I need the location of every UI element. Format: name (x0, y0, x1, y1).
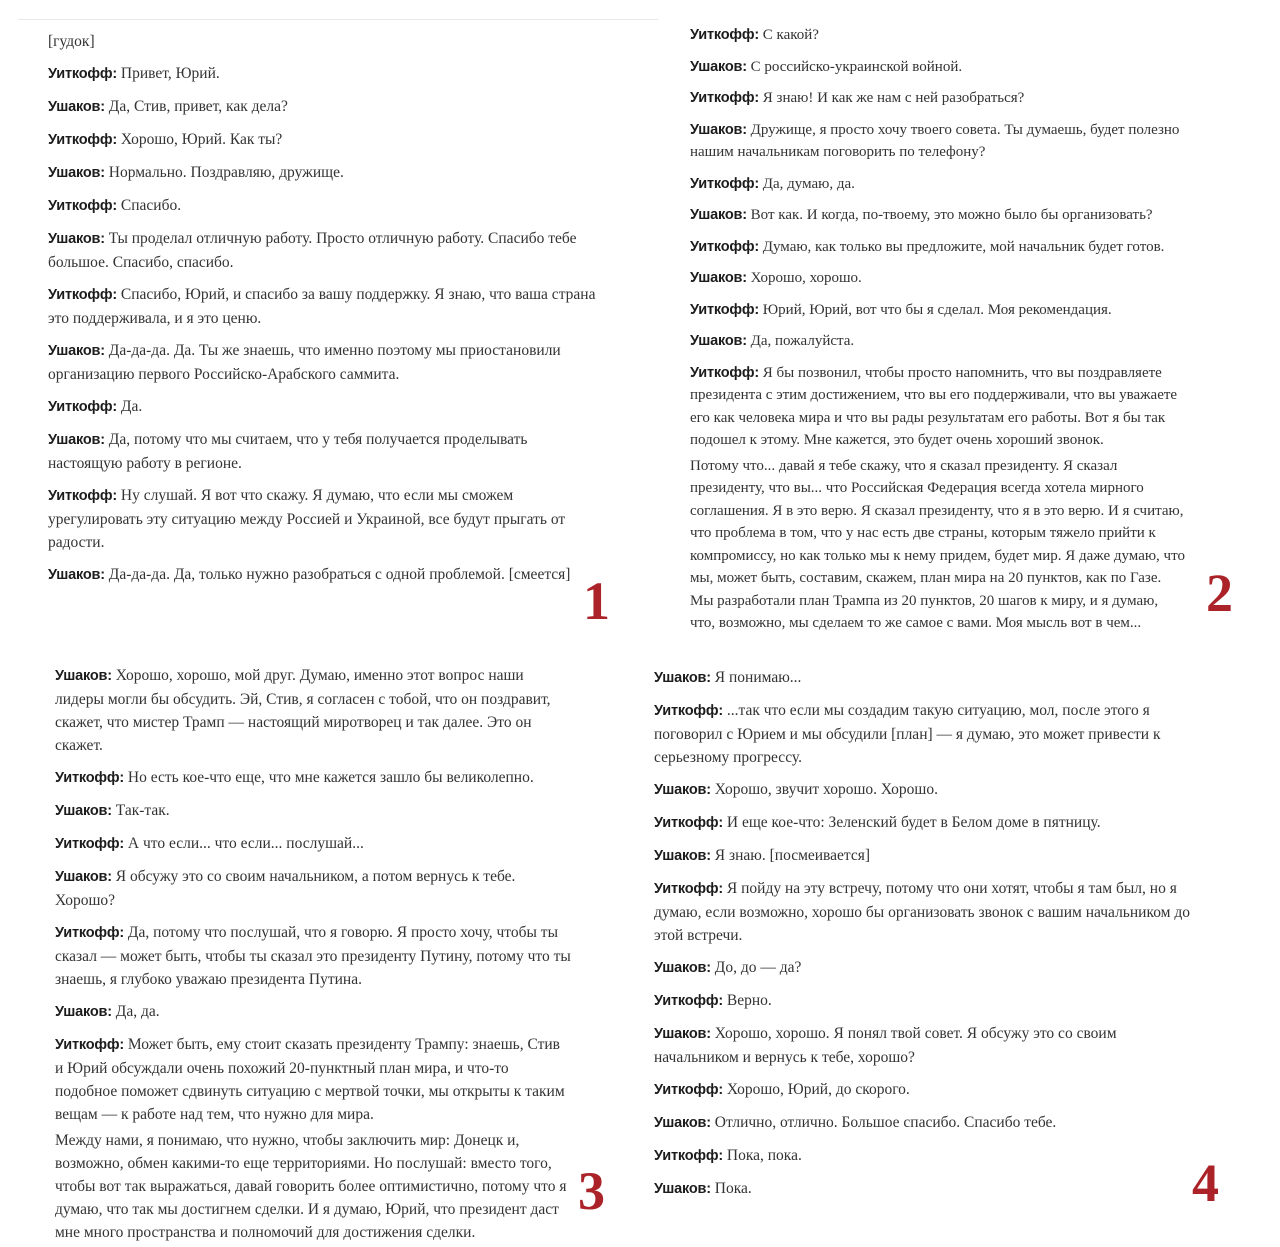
speaker-name: Ушаков: (48, 99, 105, 115)
block-number-1: 1 (583, 571, 610, 631)
speaker-name: Ушаков: (654, 1181, 711, 1197)
transcript-paragraph: Ушаков: До, до — да? (654, 959, 802, 976)
transcript-paragraph: Уиткофф: Хорошо, Юрий. Как ты? (48, 131, 283, 148)
speaker-name: Ушаков: (654, 1115, 711, 1131)
transcript-paragraph: Уиткофф: Спасибо. (48, 197, 182, 214)
transcript-paragraph: Ушаков: Дружище, я просто хочу твоего совета. Ты думаешь, будет полезно нашим начальникам поговорить по телефону? (690, 121, 1180, 160)
speaker-name: Ушаков: (48, 165, 105, 181)
speaker-name: Ушаков: (654, 1026, 711, 1042)
transcript-paragraph: Ушаков: Хорошо, хорошо, мой друг. Думаю, именно этот вопрос наши лидеры могли бы обсудить. Эй, Стив, я согласен с тобой, что он поздравит, скажет, что мистер Трамп — настоящий миротворец и так далее. Это он скажет. (55, 667, 551, 754)
speaker-name: Уиткофф: (654, 993, 724, 1009)
transcript-paragraph: Уиткофф: Да, потому что послушай, что я говорю. Я просто хочу, чтобы ты сказал — может быть, чтобы ты сказал это президенту Путину, потому что ты знаешь, я глубоко уважаю президента Путина. (55, 924, 571, 988)
speaker-name: Уиткофф: (690, 301, 760, 318)
transcript-paragraph: Уиткофф: ...так что если мы создадим такую ситуацию, мол, после этого я поговорил с Юрием и мы обсудили [план] — я думаю, это может привести к серьезному прогрессу. (654, 702, 1161, 766)
transcript-paragraph: Уиткофф: Привет, Юрий. (48, 65, 220, 82)
speaker-name: Ушаков: (690, 121, 747, 138)
speaker-name: Уиткофф: (690, 364, 760, 381)
top-divider (18, 19, 658, 20)
speaker-name: Уиткофф: (48, 66, 118, 82)
speaker-name: Ушаков: (690, 270, 747, 286)
speaker-name: Ушаков: (654, 782, 711, 798)
speaker-name: Уиткофф: (654, 703, 724, 719)
speaker-name: Ушаков: (55, 869, 112, 885)
speaker-name: Уиткофф: (48, 488, 118, 504)
transcript-paragraph: Уиткофф: Да, думаю, да. (690, 175, 855, 192)
transcript-paragraph: Уиткофф: Пока, пока. (654, 1147, 802, 1164)
transcript-paragraph: Уиткофф: А что если... что если... послушай... (55, 835, 364, 852)
block-number-4: 4 (1192, 1153, 1219, 1213)
transcript-paragraph: Ушаков: Да, Стив, привет, как дела? (48, 98, 288, 115)
transcript-paragraph: Уиткофф: Думаю, как только вы предложите, мой начальник будет готов. (690, 238, 1165, 255)
transcript-paragraph: Ушаков: Хорошо, хорошо. Я понял твой совет. Я обсужу это со своим начальником и вернусь к тебе, хорошо? (654, 1025, 1117, 1066)
speaker-name: Ушаков: (654, 670, 711, 686)
speaker-name: Уиткофф: (48, 287, 118, 303)
speaker-name: Уиткофф: (690, 27, 760, 43)
transcript-paragraph: Ушаков: Пока. (654, 1180, 752, 1197)
block-number-3: 3 (578, 1161, 605, 1221)
transcript-paragraph: Уиткофф: Я пойду на эту встречу, потому что они хотят, чтобы я там был, но я думаю, если возможно, хорошо бы организовать звонок с вашим начальником до этой встречи. (654, 880, 1190, 944)
transcript-paragraph: Ушаков: Да, да. (55, 1003, 160, 1020)
speaker-name: Уиткофф: (55, 836, 125, 852)
speaker-name: Ушаков: (48, 567, 105, 583)
block-number-2: 2 (1206, 563, 1233, 623)
transcript-paragraph: Ушаков: Я знаю. [посмеивается] (654, 847, 871, 864)
speaker-name: Ушаков: (690, 58, 747, 75)
transcript-paragraph: Уиткофф: С какой? (690, 27, 819, 43)
transcript-paragraph: Уиткофф: Юрий, Юрий, вот что бы я сделал. Моя рекомендация. (690, 301, 1112, 318)
transcript-paragraph: Ушаков: Хорошо, звучит хорошо. Хорошо. (654, 781, 938, 798)
transcript-paragraph: Уиткофф: Но есть кое-что еще, что мне кажется зашло бы великолепно. (55, 769, 534, 786)
speaker-name: Уиткофф: (654, 881, 724, 897)
transcript-block-1 (48, 30, 604, 587)
speaker-name: Ушаков: (654, 848, 711, 864)
transcript-paragraph: Ушаков: Да-да-да. Да, только нужно разобраться с одной проблемой. [смеется] (48, 566, 571, 583)
speaker-name: Уиткофф: (690, 238, 760, 255)
speaker-name: Ушаков: (48, 343, 105, 359)
transcript-block-3 (55, 664, 571, 1244)
transcript-paragraph: Ушаков: Да-да-да. Да. Ты же знаешь, что именно поэтому мы приостановили организацию первого Российско-Арабского саммита. (48, 342, 561, 383)
transcript-paragraph: Уиткофф: И еще кое-что: Зеленский будет в Белом доме в пятницу. (654, 814, 1101, 831)
transcript-paragraph: Уиткофф: Ну слушай. Я вот что скажу. Я думаю, что если мы сможем урегулировать эту ситуацию между Россией и Украиной, все будут прыгать от радости. (48, 487, 566, 551)
transcript-paragraph: Уиткофф: Я бы позвонил, чтобы просто напомнить, что вы поздравляете президента с этим достижением, что вы его поддерживали, что вы уважаете его как человека мира и что вы рады результатам его работы. Вот я бы так подошел к этому. Мне кажется, это будет очень хороший звонок. (690, 364, 1178, 448)
transcript-paragraph: Ушаков: Отлично, отлично. Большое спасибо. Спасибо тебе. (654, 1114, 1057, 1131)
transcript-paragraph: Уиткофф: Да. (48, 398, 143, 415)
speaker-name: Уиткофф: (55, 1037, 125, 1053)
transcript-paragraph: Потому что... давай я тебе скажу, что я сказал президенту. Я сказал президенту, что вы... что Российская Федерация всегда хотела мирного соглашения. Я в это верю. Я сказал президенту, что я в это верю. И я считаю, что проблема в том, что у нас есть две страны, которым тяжело прийти к компромиссу, но как только мы к нему придем, будет мир. Я даже думаю, что мы, может быть, составим, скажем, план мира на 20 пунктов, как по Газе. Мы разработали план Трампа из 20 пунктов, 20 шагов к миру, и я думаю, что, возможно, мы сделаем то же самое с вами. Моя мысль вот в чем... (690, 457, 1185, 631)
speaker-name: Ушаков: (690, 333, 747, 349)
speaker-name: Уиткофф: (55, 925, 125, 941)
transcript-paragraph: Ушаков: Да, пожалуйста. (690, 333, 855, 349)
speaker-name: Уиткофф: (654, 1148, 724, 1164)
transcript-paragraph: Уиткофф: Я знаю! И как же нам с ней разобраться? (690, 90, 1025, 106)
speaker-name: Ушаков: (48, 231, 105, 247)
transcript-paragraph: Уиткофф: Может быть, ему стоит сказать президенту Трампу: знаешь, Стив и Юрий обсуждали очень похожий 20-пунктный план мира, и что-то подобное поможет сдвинуть ситуацию с мертвой точки, мы открыты к таким вещам — к работе над тем, что нужно для мира. (55, 1036, 565, 1123)
speaker-name: Уиткофф: (48, 132, 118, 148)
speaker-name: Уиткофф: (654, 1082, 724, 1098)
speaker-name: Ушаков: (55, 1004, 112, 1020)
transcript-paragraph: Уиткофф: Верно. (654, 992, 772, 1009)
transcript-paragraph: Уиткофф: Хорошо, Юрий, до скорого. (654, 1081, 910, 1098)
speaker-name: Ушаков: (55, 668, 112, 684)
transcript-paragraph: Уиткофф: Спасибо, Юрий, и спасибо за вашу поддержку. Я знаю, что ваша страна это поддерживала, и я это ценю. (48, 286, 596, 327)
transcript-paragraph: Ушаков: Хорошо, хорошо. (690, 270, 862, 286)
transcript-paragraph: Ушаков: Вот как. И когда, по-твоему, это можно было бы организовать? (690, 207, 1153, 223)
transcript-paragraph: [гудок] (48, 33, 95, 50)
transcript-paragraph: Ушаков: Нормально. Поздравляю, дружище. (48, 164, 344, 181)
transcript-paragraph: Ушаков: Так-так. (55, 802, 170, 819)
speaker-name: Уиткофф: (55, 770, 125, 786)
transcript-paragraph: Ушаков: Да, потому что мы считаем, что у тебя получается проделывать настоящую работу в регионе. (48, 431, 528, 472)
transcript-paragraph: Между нами, я понимаю, что нужно, чтобы заключить мир: Донецк и, возможно, обмен какими-то еще территориями. Но послушай: вместо того, чтобы вот так выражаться, давай говорить более оптимистично, потому что я думаю, что так мы достигнем сделки. И я думаю, Юрий, что президент даст мне много пространства и полномочий для достижения сделки. (55, 1132, 567, 1241)
speaker-name: Ушаков: (48, 432, 105, 448)
transcript-paragraph: Ушаков: Я понимаю... (654, 669, 802, 686)
speaker-name: Уиткофф: (48, 399, 118, 415)
speaker-name: Ушаков: (55, 803, 112, 819)
speaker-name: Ушаков: (654, 960, 711, 976)
speaker-name: Уиткофф: (48, 198, 118, 214)
speaker-name: Уиткофф: (690, 90, 760, 106)
transcript-block-4 (654, 666, 1194, 1201)
speaker-name: Ушаков: (690, 207, 747, 223)
transcript-block-2 (690, 24, 1186, 635)
transcript-paragraph: Ушаков: Я обсужу это со своим начальником, а потом вернусь к тебе. Хорошо? (55, 868, 516, 909)
transcript-paragraph: Ушаков: Ты проделал отличную работу. Просто отличную работу. Спасибо тебе большое. Спасибо, спасибо. (48, 230, 577, 271)
speaker-name: Уиткофф: (654, 815, 724, 831)
speaker-name: Уиткофф: (690, 175, 760, 192)
transcript-paragraph: Ушаков: С российско-украинской войной. (690, 58, 963, 75)
